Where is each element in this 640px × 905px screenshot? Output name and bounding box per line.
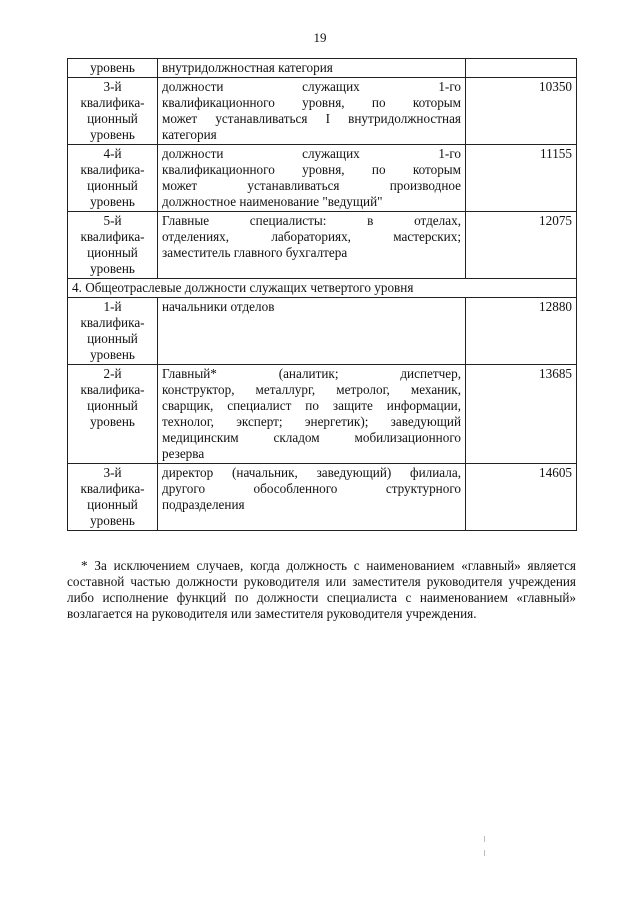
position-description-line: квалификационного уровня, по которым: [162, 95, 461, 110]
position-description-line: должностное наименование "ведущий": [162, 194, 383, 209]
qualification-level-cell: [68, 365, 158, 464]
scan-mark: [484, 850, 485, 856]
position-description-line: Главные специалисты: в отделах,: [162, 213, 461, 228]
table-row: [68, 365, 577, 464]
position-description-cell: [158, 145, 466, 212]
table-row: [68, 212, 577, 279]
page-number: 19: [313, 30, 327, 45]
position-description-line: директор (начальник, заведующий) филиала,: [162, 465, 461, 480]
qualification-level-line: квалифика-: [80, 95, 145, 110]
table-row: [68, 59, 577, 78]
footnote: * За исключением случаев, когда должность с наименованием «главный» является составной частью должности руководителя или заместителя руководителя учреждения либо исполнение функций по должности специалиста с наименованием «главный» возлагается на руководителя или заместителя руководителя учреждения.: [67, 558, 576, 621]
salary-value: [466, 59, 577, 78]
table-row: [68, 298, 577, 365]
qualification-level-line: уровень: [90, 261, 135, 276]
position-description-line: технолог, эксперт; энергетик); заведующий: [162, 414, 461, 429]
qualification-level-cell: [68, 145, 158, 212]
salary-value: 10350: [466, 78, 577, 145]
qualification-level-line: ционный: [87, 111, 138, 126]
qualification-level-line: уровень: [90, 194, 135, 209]
position-description-line: должности служащих 1-го: [162, 79, 461, 94]
position-description-cell: [158, 464, 466, 531]
position-description-line: внутридолжностная категория: [162, 60, 333, 75]
qualification-level-cell: [68, 298, 158, 365]
position-description-cell: [158, 298, 466, 365]
salary-value: 13685: [466, 365, 577, 464]
qualification-level-line: уровень: [90, 414, 135, 429]
position-description-line: конструктор, металлург, метролог, механик,: [162, 382, 461, 397]
position-description-cell: [158, 212, 466, 279]
table-row: [68, 464, 577, 531]
qualification-level-cell: [68, 464, 158, 531]
position-description-line: Главный* (аналитик; диспетчер,: [162, 366, 461, 381]
scan-mark: [484, 836, 485, 842]
qualification-level-line: 3-й: [103, 465, 122, 480]
salary-value: 11155: [466, 145, 577, 212]
qualification-level-line: уровень: [90, 513, 135, 528]
position-description-line: заместитель главного бухгалтера: [162, 245, 348, 260]
qualification-level-line: 5-й: [103, 213, 122, 228]
qualification-level-line: 4-й: [103, 146, 122, 161]
salary-value: 12075: [466, 212, 577, 279]
qualification-level-line: ционный: [87, 398, 138, 413]
qualification-level-line: квалифика-: [80, 162, 145, 177]
table-row: [68, 78, 577, 145]
qualification-level-cell: [68, 78, 158, 145]
position-description-line: может устанавливаться I внутридолжностная: [162, 111, 461, 126]
position-description-line: резерва: [162, 446, 205, 461]
qualification-level-line: квалифика-: [80, 481, 145, 496]
qualification-level-line: квалифика-: [80, 229, 145, 244]
qualification-level-line: 3-й: [103, 79, 122, 94]
position-description-line: подразделения: [162, 497, 245, 512]
qualification-level-line: квалифика-: [80, 315, 145, 330]
position-description-line: другого обособленного структурного: [162, 481, 461, 496]
position-description-cell: [158, 365, 466, 464]
position-description-line: квалификационного уровня, по которым: [162, 162, 461, 177]
position-description-line: может устанавливаться производное: [162, 178, 461, 193]
qualification-level-line: ционный: [87, 497, 138, 512]
position-description-cell: [158, 78, 466, 145]
qualification-level-line: ционный: [87, 245, 138, 260]
salary-value: 12880: [466, 298, 577, 365]
qualification-level-line: уровень: [90, 347, 135, 362]
salary-value: 14605: [466, 464, 577, 531]
section-heading: 4. Общеотраслевые должности служащих четвертого уровня: [68, 279, 577, 298]
qualification-level-cell: [68, 59, 158, 78]
qualification-level-line: уровень: [90, 60, 135, 75]
position-description-line: медицинским складом мобилизационного: [162, 430, 461, 445]
position-description-line: должности служащих 1-го: [162, 146, 461, 161]
qualification-level-line: ционный: [87, 331, 138, 346]
position-description-cell: [158, 59, 466, 78]
qualification-level-line: 1-й: [103, 299, 122, 314]
qualification-level-cell: [68, 212, 158, 279]
qualification-level-line: 2-й: [103, 366, 122, 381]
qualification-level-line: квалифика-: [80, 382, 145, 397]
position-description-line: сварщик, специалист по защите информации,: [162, 398, 461, 413]
position-description-line: начальники отделов: [162, 299, 275, 314]
salary-table: [67, 58, 577, 531]
qualification-level-line: ционный: [87, 178, 138, 193]
position-description-line: отделениях, лабораториях, мастерских;: [162, 229, 461, 244]
qualification-level-line: уровень: [90, 127, 135, 142]
section-row: [68, 279, 577, 298]
table-row: [68, 145, 577, 212]
position-description-line: категория: [162, 127, 217, 142]
